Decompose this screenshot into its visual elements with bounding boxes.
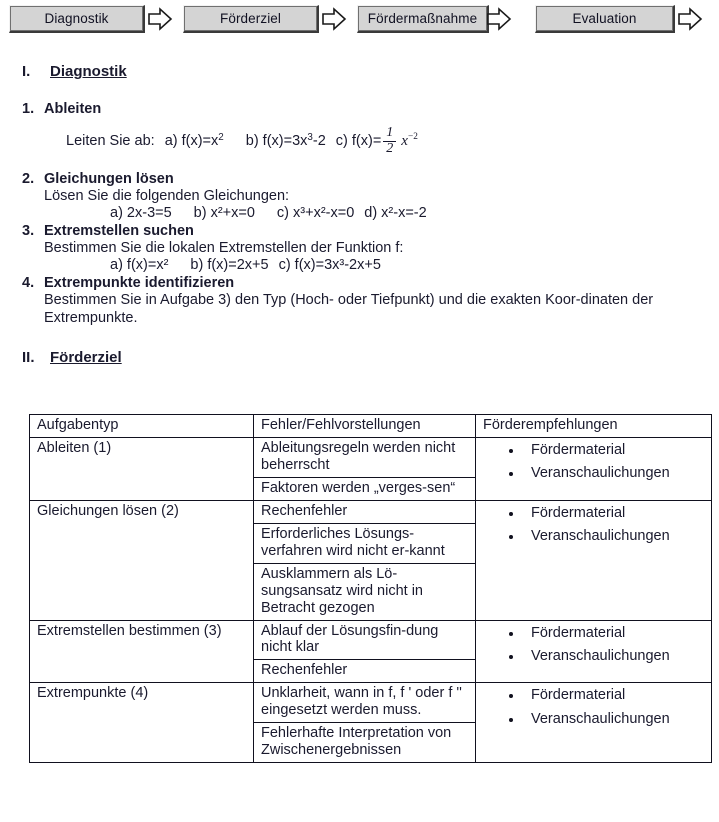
list-item: Fördermaterial	[509, 505, 705, 522]
task-3-instruction: Bestimmen Sie die lokalen Extremstellen der Funktion f:	[44, 240, 404, 257]
flow-step-box	[535, 5, 675, 33]
flow-step-box	[357, 5, 489, 33]
foerderziel-table-container	[29, 414, 711, 763]
flow-step-label: Förderziel	[219, 11, 282, 26]
cell-fehler: Fehlerhafte Interpretation von Zwischenergebnissen	[254, 723, 476, 763]
list-item: Veranschaulichungen	[509, 465, 705, 482]
section-numeral: II.	[22, 349, 35, 367]
flow-step-box	[9, 5, 145, 33]
task-3-subitems	[0, 257, 719, 273]
column-header-fehler: Fehler/Fehlvorstellungen	[254, 415, 476, 438]
task-2-item-d: d) x²-x=-2	[364, 205, 427, 222]
cell-aufgabentyp: Ableiten (1)	[30, 437, 254, 500]
arrow-right-icon	[486, 6, 512, 32]
cell-aufgabentyp: Gleichungen lösen (2)	[30, 500, 254, 620]
task-2-subitems	[0, 205, 719, 221]
list-item: Fördermaterial	[509, 687, 705, 704]
task-number: 1.	[22, 101, 35, 117]
flow-step-label: Diagnostik	[44, 11, 109, 26]
flow-step-label: Fördermaßnahme	[367, 11, 478, 26]
task-number: 4.	[22, 275, 35, 292]
process-flow-diagram	[0, 0, 719, 44]
task-3-heading	[0, 223, 719, 239]
flow-step-box	[183, 5, 319, 33]
list-item: Veranschaulichungen	[509, 711, 705, 728]
cell-aufgabentyp: Extremstellen bestimmen (3)	[30, 620, 254, 683]
task-2-item-b: b) x²+x=0	[193, 205, 255, 222]
task-2-heading	[0, 171, 719, 187]
foerderziel-table	[29, 414, 712, 763]
fraction-one-half	[383, 126, 396, 156]
flow-step-foerdermassnahme[interactable]	[357, 4, 512, 34]
cell-fehler: Faktoren werden „verges-sen“	[254, 477, 476, 500]
list-item: Fördermaterial	[509, 442, 705, 459]
list-item: Veranschaulichungen	[509, 528, 705, 545]
cell-fehler: Erforderliches Lösungs-verfahren wird nicht er-kannt	[254, 523, 476, 563]
flow-step-evaluation[interactable]	[535, 4, 703, 34]
task-title: Extrempunkte identifizieren	[44, 275, 235, 292]
section-numeral: I.	[22, 63, 31, 80]
column-header-aufgabentyp: Aufgabentyp	[30, 415, 254, 438]
flow-step-label: Evaluation	[572, 11, 637, 26]
section-heading-foerderziel	[0, 349, 719, 366]
recommendation-list	[483, 625, 705, 665]
task-4-instruction: Bestimmen Sie in Aufgabe 3) den Typ (Hoch- oder Tiefpunkt) und die exakten Koor-dinaten der Extrempunkte.	[44, 292, 654, 326]
task-1-heading	[0, 101, 719, 117]
flow-step-foerderziel[interactable]	[183, 4, 347, 34]
table-row	[30, 500, 712, 523]
task-1-item-a: a) $f(x)=x^2$	[164, 132, 224, 150]
task-3-item-b: b) f(x)=2x+5	[190, 257, 269, 274]
list-item: Fördermaterial	[509, 625, 705, 642]
fraction-numerator: 1	[386, 125, 394, 140]
flow-step-diagnostik[interactable]	[9, 4, 173, 34]
task-3-item-a: a) f(x)=x²	[110, 257, 169, 274]
table-header-row	[30, 415, 712, 438]
cell-foerderempfehlungen	[476, 437, 712, 500]
task-2-instruction: Lösen Sie die folgenden Gleichungen:	[44, 188, 290, 205]
task-1-item-b: b) $f(x)=3x^3-2$	[245, 132, 326, 150]
task-2-item-a: a) 2x-3=5	[110, 205, 172, 222]
section-heading-diagnostik	[0, 63, 719, 80]
cell-fehler: Rechenfehler	[254, 660, 476, 683]
task-3-item-c: c) f(x)=3x³-2x+5	[278, 257, 381, 274]
list-item: Veranschaulichungen	[509, 648, 705, 665]
cell-aufgabentyp: Extrempunkte (4)	[30, 683, 254, 763]
cell-fehler: Unklarheit, wann in f, f ' oder f '' eingesetzt werden muss.	[254, 683, 476, 723]
recommendation-list	[483, 442, 705, 482]
cell-foerderempfehlungen	[476, 620, 712, 683]
table-row	[30, 437, 712, 477]
task-1-instruction	[0, 126, 719, 156]
task-1-prompt: Leiten Sie ab:	[66, 133, 155, 150]
arrow-right-icon	[321, 6, 347, 32]
cell-fehler: Rechenfehler	[254, 500, 476, 523]
column-header-foerderempfehlungen: Förderempfehlungen	[476, 415, 712, 438]
cell-foerderempfehlungen	[476, 683, 712, 763]
recommendation-list	[483, 505, 705, 545]
section-title: Förderziel	[50, 349, 122, 367]
task-2-item-c: c) x³+x²-x=0	[276, 205, 355, 222]
arrow-right-icon	[147, 6, 173, 32]
arrow-right-icon	[677, 6, 703, 32]
cell-fehler: Ausklammern als Lö-sungsansatz wird nicht in Betracht gezogen	[254, 563, 476, 620]
cell-foerderempfehlungen	[476, 500, 712, 620]
table-row	[30, 620, 712, 660]
section-title: Diagnostik	[50, 63, 127, 80]
cell-fehler: Ablauf der Lösungsfin-dung nicht klar	[254, 620, 476, 660]
task-title: Extremstellen suchen	[44, 223, 194, 240]
task-1-item-c: c) f(x)=	[335, 133, 382, 150]
document-body	[0, 46, 719, 366]
task-number: 3.	[22, 223, 35, 240]
cell-fehler: Ableitungsregeln werden nicht beherrscht	[254, 437, 476, 477]
task-title: Ableiten	[44, 101, 102, 117]
task-title: Gleichungen lösen	[44, 171, 174, 188]
fraction-denominator: 2	[383, 141, 396, 157]
task-number: 2.	[22, 171, 35, 188]
table-row	[30, 683, 712, 723]
recommendation-list	[483, 687, 705, 727]
task-1-variable: $x^{-2}$	[401, 131, 418, 149]
task-4-heading	[0, 275, 719, 291]
